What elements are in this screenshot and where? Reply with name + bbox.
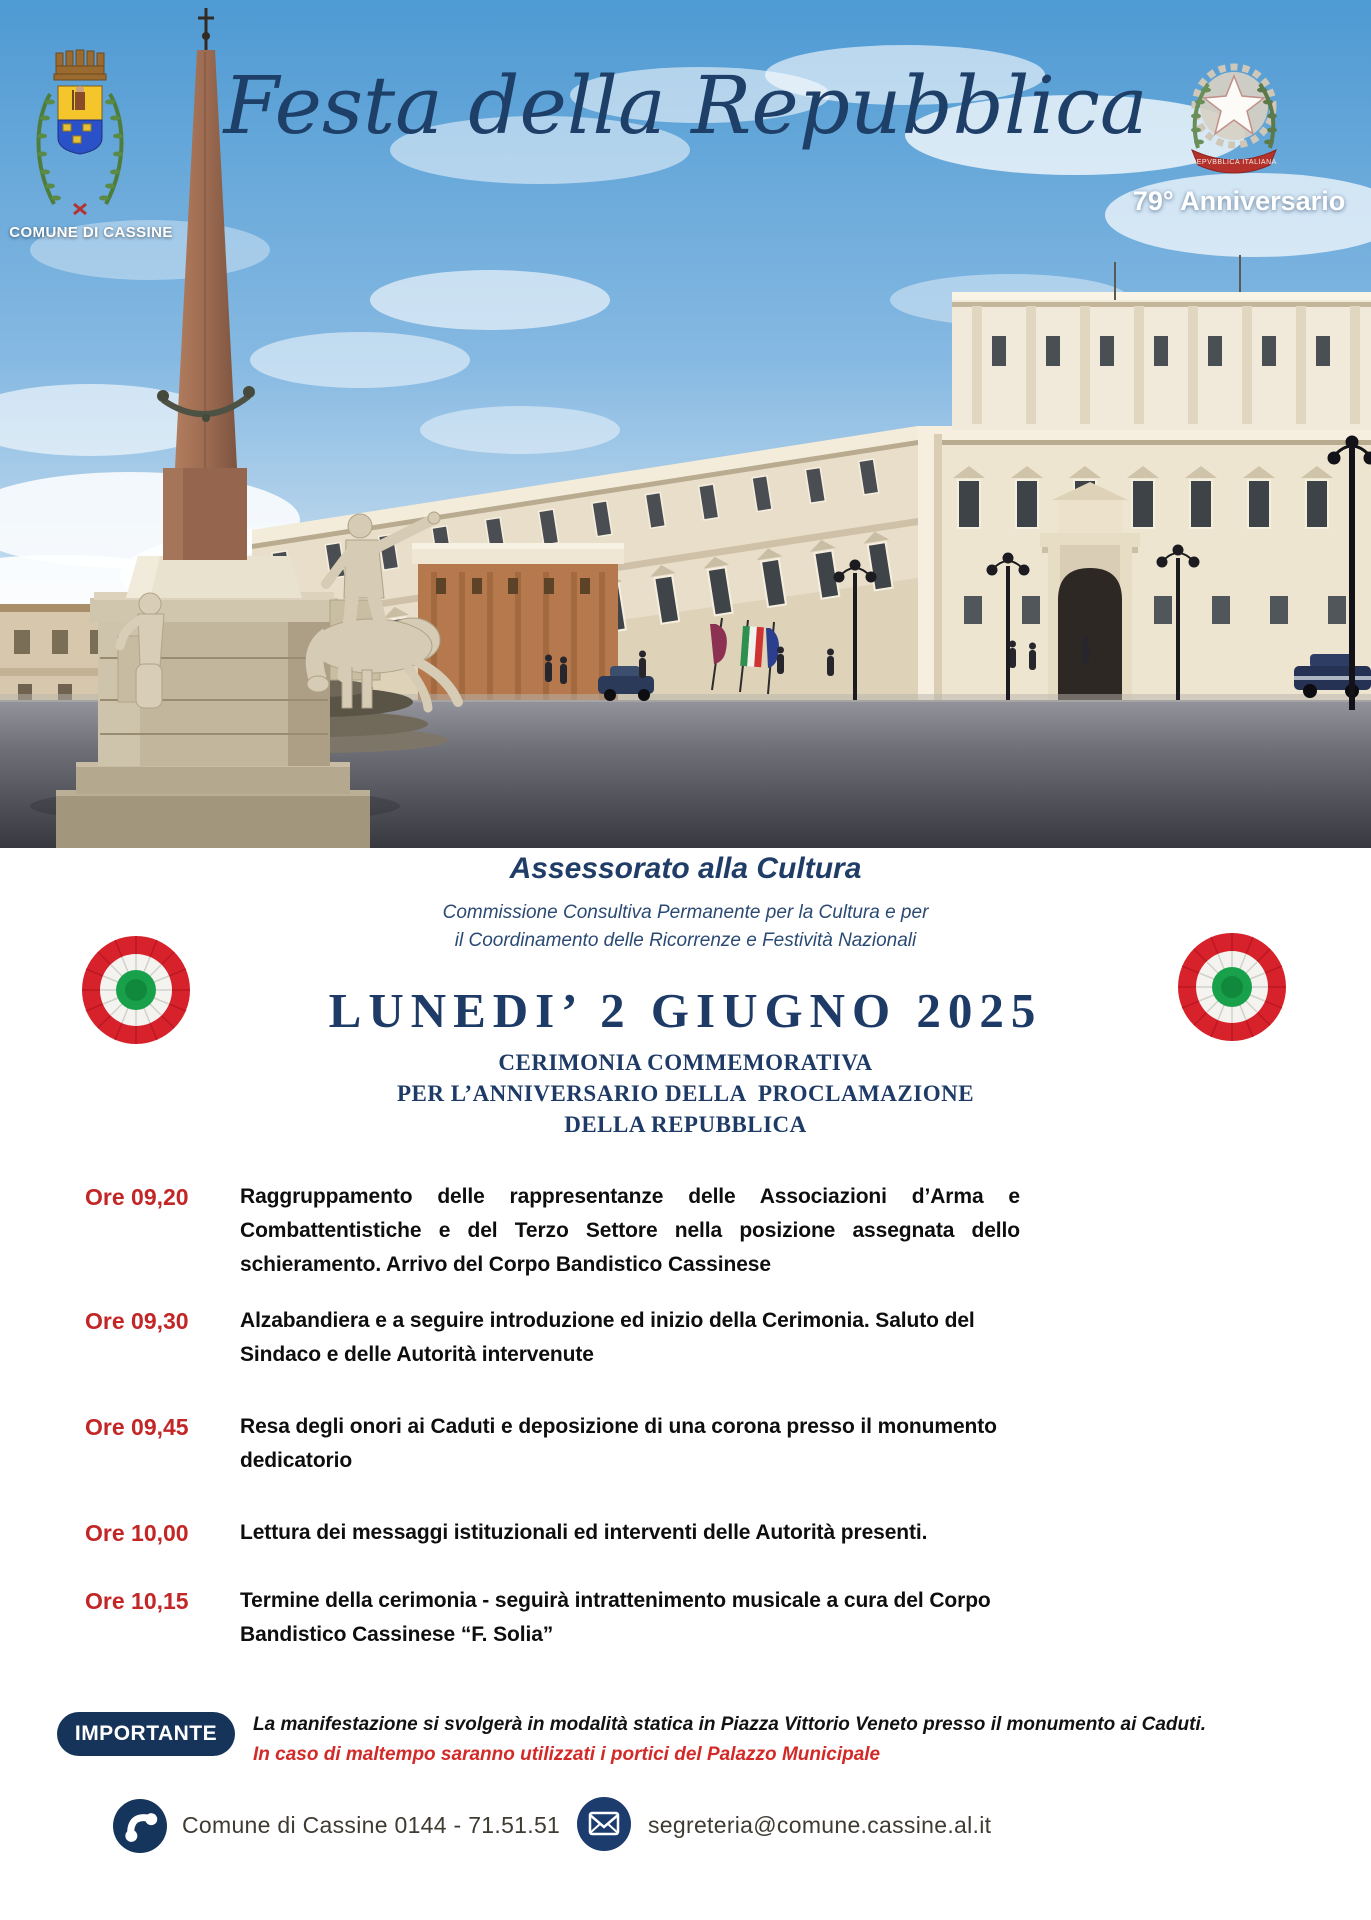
schedule-time: Ore 09,30 [85,1308,189,1334]
commission-line-1: Commissione Consultiva Permanente per la Cultura e per [442,902,929,923]
republic-emblem-icon [1182,56,1286,178]
phone-contact: Comune di Cassine 0144 - 71.51.51 [182,1812,561,1838]
schedule-description: Alzabandiera e a seguire introduzione ed inizio della Cerimonia. Saluto del Sindaco e delle Autorità intervenute [240,1309,975,1366]
important-note-line-2: In caso di maltempo saranno utilizzati i portici del Palazzo Municipale [253,1744,881,1765]
commission-line-2: il Coordinamento delle Ricorrenze e Festività Nazionali [454,930,917,951]
email-contact: segreteria@comune.cassine.al.it [648,1812,992,1838]
important-note-line-1: La manifestazione si svolgerà in modalità statica in Piazza Vittorio Veneto presso il monumento ai Caduti. [253,1714,1207,1735]
event-subtitle-2: PER L’ANNIVERSARIO DELLA PROCLAMAZIONE [396,1081,975,1106]
email-icon [576,1796,632,1852]
department-heading: Assessorato alla Cultura [509,852,862,885]
anniversary-label: 79° Anniversario [1132,186,1346,216]
event-subtitle-1: CERIMONIA COMMEMORATIVA [498,1050,873,1075]
emblem-ribbon-text: REPVBBLICA ITALIANA [1191,159,1277,166]
important-badge: IMPORTANTE [57,1712,235,1756]
event-subtitle-3: DELLA REPUBBLICA [564,1112,807,1137]
event-date-heading: LUNEDI’ 2 GIUGNO 2025 [328,983,1043,1038]
phone-icon [112,1798,168,1854]
schedule-time: Ore 09,45 [85,1414,189,1440]
municipality-name: COMUNE DI CASSINE [9,224,173,241]
poster-title: Festa della Repubblica [223,59,1148,152]
quirinale-piazza-photo [0,0,1371,848]
schedule-description: Resa degli onori ai Caduti e deposizione di una corona presso il monumento dedicatorio [240,1415,997,1472]
schedule-time: Ore 10,15 [85,1588,189,1614]
schedule-time: Ore 09,20 [85,1184,189,1210]
schedule-description: Raggruppamento delle rappresentanze delle Associazioni d’Arma e Combattentistiche e del Terzo Settore nella posizione assegnata dello schieramento. Arrivo del Corpo Bandistico Cassinese [240,1185,1020,1276]
schedule-description: Lettura dei messaggi istituzionali ed interventi delle Autorità presenti. [240,1521,928,1544]
schedule-description: Termine della cerimonia - seguirà intrattenimento musicale a cura del Corpo Bandistico Cassinese “F. Solia” [240,1589,991,1646]
schedule-time: Ore 10,00 [85,1520,189,1546]
